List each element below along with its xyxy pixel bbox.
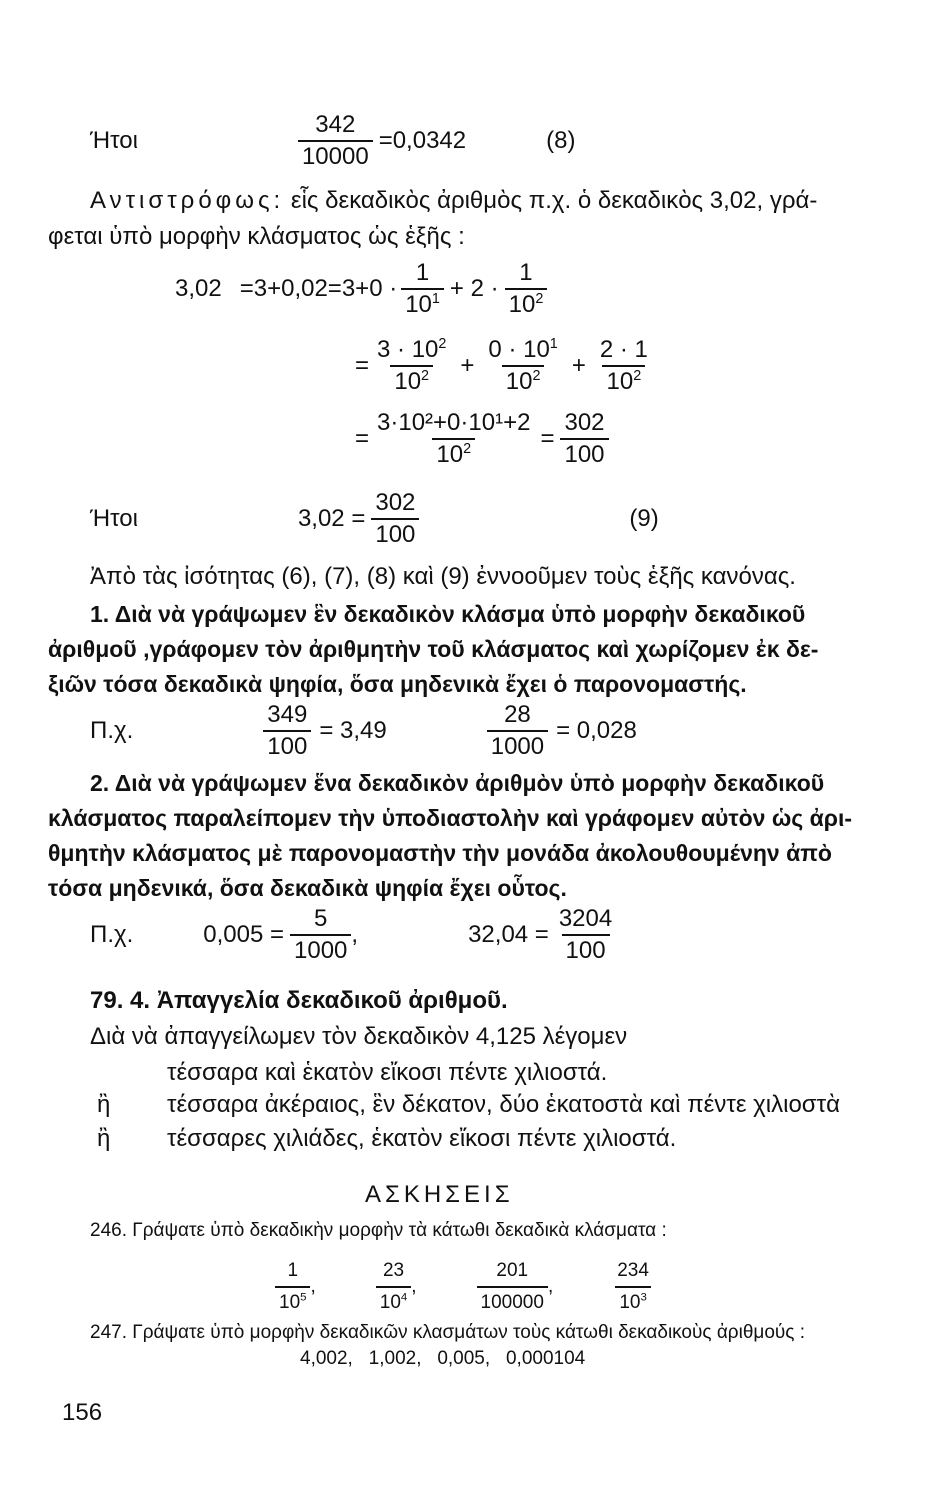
- exercise-247: 247. Γράψατε ὑπὸ μορφὴν δεκαδικῶν κλασμάτων τοὺς κάτωθι δεκαδικοὺς ἀριθμούς :: [90, 1322, 806, 1343]
- fraction-1-over-10-5: [275, 1256, 310, 1318]
- num-exponent: 1: [549, 336, 558, 352]
- derivation-step-1-plus: + 2 ·: [449, 275, 499, 302]
- derivation-step-2: [355, 335, 652, 397]
- equation-9-label: Ήτοι: [90, 505, 138, 532]
- rule-2-line-1: 2. Διὰ νὰ γράψωμεν ἕνα δεκαδικὸν ἀριθμὸν ὑπὸ μορφὴν δεκαδικοῦ: [90, 770, 825, 796]
- num-base: 0 · 10: [488, 336, 550, 363]
- section-title: 79. 4. Ἀπαγγελία δεκαδικοῦ ἀριθμοῦ.: [90, 987, 508, 1014]
- rule-1-line-3: ξιῶν τόσα δεκαδικὰ ψηφία, ὅσα μηδενικὰ ἔχει ὁ παρονομαστής.: [48, 671, 747, 697]
- reading-1: τέσσαρα καὶ ἑκατὸν εἴκοσι πέντε χιλιοστά.: [167, 1059, 608, 1086]
- exercise-246: 246. Γράψατε ὑπὸ δεκαδικὴν μορφὴν τὰ κάτωθι δεκαδικὰ κλάσματα :: [90, 1220, 667, 1241]
- numerator: 302: [564, 409, 605, 436]
- fraction-342-over-10000: [298, 110, 373, 172]
- denominator: 10000: [298, 140, 373, 172]
- denominator: 100: [562, 934, 610, 966]
- den-exponent: 2: [532, 368, 541, 384]
- fraction-28-over-1000: [487, 700, 548, 762]
- conclusion-text: Ἀπὸ τὰς ἰσότητας (6), (7), (8) καὶ (9) ἐννοοῦμεν τοὺς ἑξῆς κανόνας.: [90, 563, 796, 590]
- rule-2-line-4: τόσα μηδενικά, ὅσα δεκαδικὰ ψηφία ἔχει οὗτος.: [48, 875, 567, 901]
- example-2-lhs-2: 32,04 =: [468, 921, 549, 948]
- example-1-result-2: = 0,028: [556, 717, 637, 744]
- example-2-label: Π.χ.: [90, 921, 134, 948]
- denominator: [401, 288, 444, 320]
- numerator: 5: [314, 905, 328, 932]
- fraction-combined-over-10-2: [373, 408, 534, 470]
- numerator: 201: [496, 1260, 529, 1281]
- denominator: 100: [263, 730, 311, 762]
- denominator: [390, 365, 433, 397]
- den-exponent: 5: [300, 1291, 307, 1304]
- num-base: 3 · 10: [377, 336, 439, 363]
- den-exponent: 4: [400, 1291, 408, 1304]
- equation-9-lhs: 3,02 =: [297, 505, 366, 532]
- example-1: [90, 700, 637, 762]
- exercises-heading: ΑΣΚΗΣΕΙΣ: [365, 1181, 514, 1208]
- rule-2-line-2: κλάσματος παραλείπομεν τὴν ὑποδιαστολὴν καὶ γράφομεν αὐτὸν ὡς ἀρι-: [48, 805, 853, 831]
- den-base: 10: [619, 1292, 641, 1313]
- den-exponent: 2: [535, 291, 544, 307]
- den-base: 10: [508, 291, 536, 318]
- separator: ,: [411, 1276, 417, 1297]
- denominator: [505, 288, 548, 320]
- fraction-234-over-10-3: [613, 1256, 653, 1318]
- fraction-3x10-2-over-10-2: [373, 335, 450, 397]
- den-base: 10: [505, 368, 533, 395]
- section-intro: Διὰ νὰ ἀπαγγείλωμεν τὸν δεκαδικὸν 4,125 λέγομεν: [90, 1023, 628, 1050]
- equation-8: [90, 110, 575, 172]
- den-exponent: 3: [640, 1291, 647, 1304]
- den-base: 10: [279, 1292, 301, 1313]
- exercise-246-fractions: [275, 1256, 653, 1318]
- fraction-23-over-10-4: [376, 1256, 411, 1318]
- intro-line-2: φεται ὑπὸ μορφὴν κλάσματος ὡς ἑξῆς :: [48, 223, 465, 250]
- fraction-2x1-over-10-2: [596, 335, 652, 397]
- rule-1-line-1: 1. Διὰ νὰ γράψωμεν ἓν δεκαδικὸν κλάσμα ὑπὸ μορφὴν δεκαδικοῦ: [90, 601, 806, 627]
- numerator: 28: [504, 701, 531, 728]
- denominator: 100000: [477, 1286, 548, 1318]
- den-exponent: 1: [431, 291, 440, 307]
- numerator: 1: [415, 259, 430, 286]
- separator: ,: [310, 1276, 316, 1297]
- derivation-step-1-a: =3+0,02=3+0 ·: [239, 275, 398, 302]
- example-2-lhs-1: 0,005 =: [203, 921, 285, 948]
- equation-9-tag: (9): [629, 505, 659, 532]
- denominator: [376, 1286, 411, 1318]
- den-base: 10: [379, 1292, 401, 1313]
- derivation-step-3: [355, 408, 609, 470]
- den-exponent: 2: [633, 368, 642, 384]
- fraction-1-over-10-2: [505, 258, 548, 320]
- fraction-3204-over-100: [555, 904, 616, 966]
- equation-8-tag: (8): [546, 127, 576, 154]
- fraction-302-over-100: [371, 488, 419, 550]
- fraction-5-over-1000: [290, 904, 351, 966]
- numerator: 234: [617, 1260, 649, 1281]
- den-base: 10: [606, 368, 634, 395]
- den-exponent: 2: [421, 368, 430, 384]
- separator: ,: [351, 921, 359, 948]
- denominator: [602, 365, 645, 397]
- fraction-302-over-100: [560, 408, 608, 470]
- or-3: ἢ: [97, 1125, 111, 1152]
- equation-8-label: Ήτοι: [90, 127, 138, 154]
- denominator: [432, 438, 475, 470]
- denominator: 1000: [290, 934, 351, 966]
- denominator: 100: [371, 518, 419, 550]
- equation-8-result: =0,0342: [378, 127, 467, 154]
- numerator: 1: [287, 1260, 299, 1281]
- intro-line-1: [90, 186, 817, 216]
- num-exponent: 2: [438, 336, 447, 352]
- equation-9: [90, 488, 659, 550]
- plus-sign: +: [571, 352, 586, 379]
- numerator: 302: [375, 489, 416, 516]
- den-base: 10: [405, 291, 432, 318]
- denominator: [275, 1286, 310, 1318]
- reading-2: τέσσαρα ἀκέραιος, ἓν δέκατον, δύο ἑκατοστὰ καὶ πέντε χιλιοστὰ: [167, 1091, 840, 1118]
- rule-2-line-3: θμητὴν κλάσματος μὲ παρονομαστὴν τὴν μονάδα ἀκολουθουμένην ἀπὸ: [48, 840, 832, 866]
- numerator: 2 · 1: [599, 336, 648, 363]
- denominator: 100: [560, 438, 608, 470]
- derivation-step-1: [175, 258, 547, 320]
- rule-2: [48, 766, 908, 906]
- denominator: [502, 365, 545, 397]
- equals-sign: =: [355, 352, 370, 379]
- numerator: 3·10²+0·10¹+2: [377, 409, 531, 436]
- rule-1: [48, 597, 908, 702]
- numerator: 1: [519, 259, 533, 286]
- numerator: [373, 335, 450, 365]
- numerator: 349: [267, 701, 308, 728]
- derivation-lhs: 3,02: [175, 275, 222, 302]
- numerator: [484, 335, 561, 365]
- fraction-201-over-100000: [477, 1256, 548, 1318]
- example-1-result-1: = 3,49: [319, 717, 387, 744]
- denominator: [615, 1286, 650, 1318]
- page-number: 156: [62, 1399, 103, 1426]
- fraction-1-over-10-1: [401, 258, 444, 320]
- den-base: 10: [436, 441, 464, 468]
- denominator: 1000: [487, 730, 548, 762]
- separator: ,: [547, 1276, 554, 1297]
- numerator: 23: [382, 1260, 405, 1281]
- or-2: ἢ: [97, 1091, 111, 1118]
- rule-1-line-2: ἀριθμοῦ ,γράφομεν τὸν ἀριθμητὴν τοῦ κλάσματος καὶ χωρίζομεν ἐκ δε-: [48, 636, 819, 662]
- plus-sign: +: [460, 352, 475, 379]
- fraction-349-over-100: [263, 700, 311, 762]
- den-base: 10: [394, 368, 422, 395]
- reading-3: τέσσαρες χιλιάδες, ἑκατὸν εἴκοσι πέντε χιλιοστά.: [167, 1125, 677, 1152]
- den-exponent: 2: [463, 441, 472, 457]
- numerator: 342: [315, 111, 356, 138]
- exercise-247-values: 4,002, 1,002, 0,005, 0,000104: [300, 1348, 586, 1369]
- numerator: 3204: [558, 905, 613, 932]
- intro-spaced-word: Αντιστρόφως:: [90, 187, 285, 214]
- intro-line-1-rest: εἷς δεκαδικὸς ἀριθμὸς π.χ. ὁ δεκαδικὸς 3,02, γρά-: [290, 187, 818, 214]
- example-2: [90, 904, 616, 966]
- equals-sign: =: [355, 425, 370, 452]
- example-1-label: Π.χ.: [90, 717, 134, 744]
- fraction-0x10-1-over-10-2: [484, 335, 561, 397]
- equals-sign: =: [540, 425, 555, 452]
